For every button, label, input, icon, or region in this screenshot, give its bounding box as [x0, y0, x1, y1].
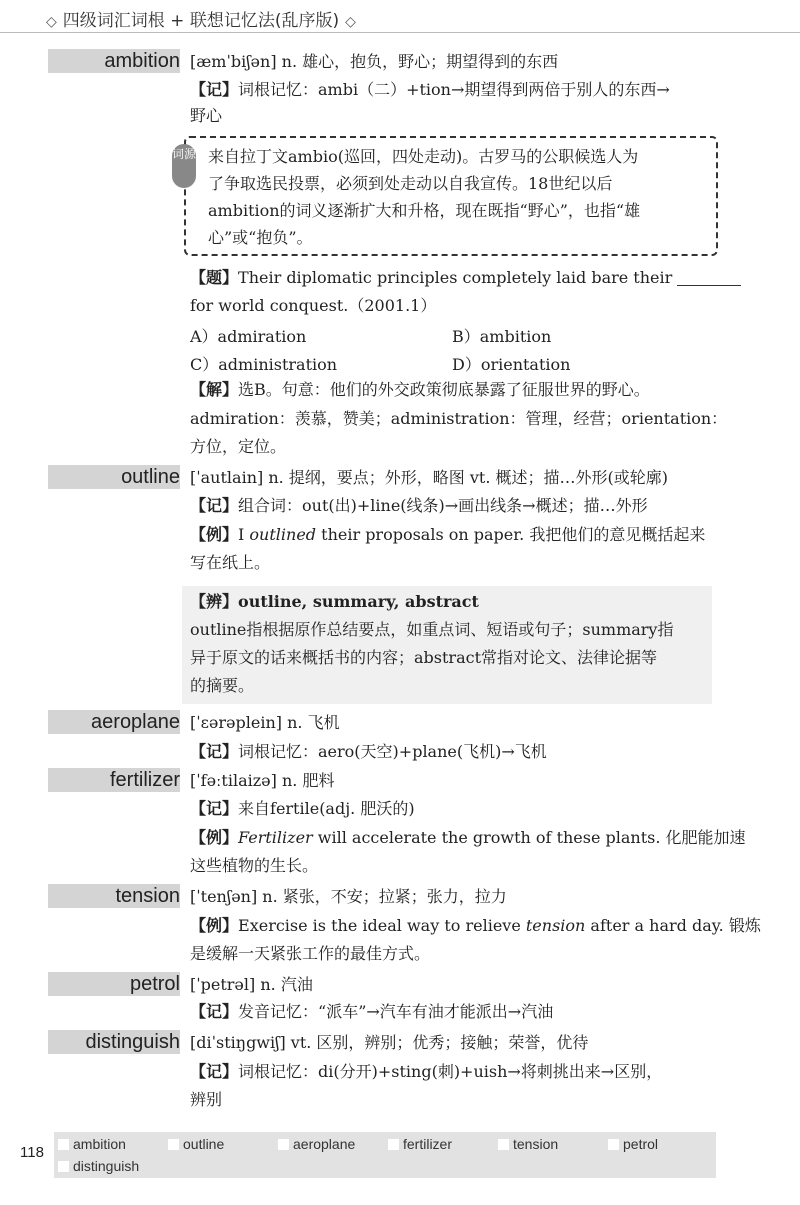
- option-b: B）ambition: [452, 327, 552, 346]
- etymology-line: 心”或“抱负”。: [208, 228, 313, 247]
- page-header: [40, 6, 362, 31]
- index-item: outline: [168, 1136, 224, 1152]
- index-item: aeroplane: [278, 1136, 355, 1152]
- etymology-seal: 词源: [172, 144, 196, 188]
- example-cont: 是缓解一天紧张工作的最佳方式。: [190, 944, 431, 963]
- index-item: ambition: [58, 1136, 126, 1152]
- definition: [ˈautlain] n. 提纲，要点；外形，略图 vt. 概述；描…外形(或轮廓): [190, 468, 669, 487]
- tag-ji: 【记】: [190, 799, 239, 818]
- definition: [æmˈbiʃən] n. 雄心，抱负，野心；期望得到的东西: [190, 52, 559, 71]
- example: 【例】Exercise is the ideal way to relieve tension after a hard day. 锻炼: [190, 916, 761, 935]
- definition: [ˈfəːtilaizə] n. 肥料: [190, 771, 335, 790]
- headword-petrol: petrol: [129, 973, 180, 995]
- option-d: D）orientation: [452, 355, 571, 374]
- tag-ti: 【题】: [190, 268, 239, 287]
- headword-aeroplane: aeroplane: [91, 711, 180, 733]
- headword-distinguish: distinguish: [85, 1031, 180, 1053]
- memory-note: 【记】词根记忆：aero(天空)+plane(飞机)→飞机: [190, 742, 547, 761]
- headword-fertilizer: fertilizer: [109, 769, 180, 791]
- option-c: C）administration: [190, 355, 338, 374]
- book-title: 四级词汇词根 + 联想记忆法(乱序版): [62, 11, 340, 31]
- exam-question-cont: for world conquest.（2001.1）: [190, 296, 437, 315]
- exam-question: 【题】Their diplomatic principles completely laid bare their: [190, 268, 741, 288]
- index-item: tension: [498, 1136, 558, 1152]
- answer-blank: [677, 271, 741, 286]
- headword-ambition: ambition: [104, 50, 180, 72]
- headword-tension: tension: [115, 885, 180, 907]
- memory-note: 【记】组合词：out(出)+line(线条)→画出线条→概述；描…外形: [190, 496, 648, 515]
- tag-jie: 【解】: [190, 380, 239, 399]
- tag-ji: 【记】: [190, 742, 239, 761]
- tag-li: 【例】: [190, 525, 239, 544]
- memory-note: 【记】发音记忆：“派车”→汽车有油才能派出→汽油: [190, 1002, 554, 1021]
- tag-li: 【例】: [190, 828, 239, 847]
- tag-ji: 【记】: [190, 80, 239, 99]
- memory-note: 【记】来自fertile(adj. 肥沃的): [190, 799, 415, 818]
- definition: [ˈɛərəplein] n. 飞机: [190, 713, 340, 732]
- etymology-line: 了争取选民投票，必须到处走动以自我宣传。18世纪以后: [208, 174, 613, 193]
- memory-note-cont: 辨别: [190, 1090, 223, 1109]
- example-cont: 写在纸上。: [190, 553, 271, 572]
- etymology-line: ambition的词义逐渐扩大和升格，现在既指“野心”，也指“雄: [208, 201, 641, 220]
- index-item: fertilizer: [388, 1136, 452, 1152]
- example: 【例】Fertilizer will accelerate the growth of these plants. 化肥能加速: [190, 828, 746, 847]
- memory-note-cont: 野心: [190, 106, 223, 125]
- definition: [ˈpetrəl] n. 汽油: [190, 975, 313, 994]
- explanation: 【解】选B。句意：他们的外交政策彻底暴露了征服世界的野心。: [190, 380, 650, 399]
- definition: [ˈtenʃən] n. 紧张，不安；拉紧；张力，拉力: [190, 887, 507, 906]
- memory-note: 【记】词根记忆：di(分开)+sting(刺)+uish→将刺挑出来→区别，: [190, 1062, 663, 1081]
- index-item: distinguish: [58, 1158, 139, 1174]
- memory-note: 【记】词根记忆：ambi（二）+tion→期望得到两倍于别人的东西→: [190, 80, 670, 99]
- tag-ji: 【记】: [190, 1002, 239, 1021]
- distinction-text: 的摘要。: [190, 676, 255, 695]
- definition: [diˈstiŋgwiʃ] vt. 区别，辨别；优秀；接触；荣誉，优待: [190, 1033, 589, 1052]
- distinction-text: 异于原文的话来概括书的内容；abstract常指对论文、法律论据等: [190, 648, 658, 667]
- headword-outline: outline: [121, 466, 180, 488]
- option-a: A）admiration: [190, 327, 307, 346]
- explanation-cont: 方位，定位。: [190, 437, 287, 456]
- distinction-heading: 【辨】outline, summary, abstract: [190, 592, 479, 611]
- example: 【例】I outlined their proposals on paper. 我把他们的意见概括起来: [190, 525, 706, 544]
- tag-ji: 【记】: [190, 1062, 239, 1081]
- diamond-icon: ◇: [345, 14, 356, 30]
- diamond-icon: ◇: [46, 14, 57, 30]
- header-divider: [0, 32, 800, 33]
- index-item: petrol: [608, 1136, 658, 1152]
- etymology-line: 来自拉丁文ambio(巡回，四处走动)。古罗马的公职候选人为: [208, 147, 639, 166]
- explanation-cont: admiration：羡慕，赞美；administration：管理，经营；orientation：: [190, 409, 728, 428]
- tag-li: 【例】: [190, 916, 239, 935]
- page-number: 118: [20, 1144, 44, 1161]
- tag-ji: 【记】: [190, 496, 239, 515]
- distinction-text: outline指根据原作总结要点，如重点词、短语或句子；summary指: [190, 620, 674, 639]
- tag-bian: 【辨】: [190, 592, 239, 611]
- example-cont: 这些植物的生长。: [190, 856, 319, 875]
